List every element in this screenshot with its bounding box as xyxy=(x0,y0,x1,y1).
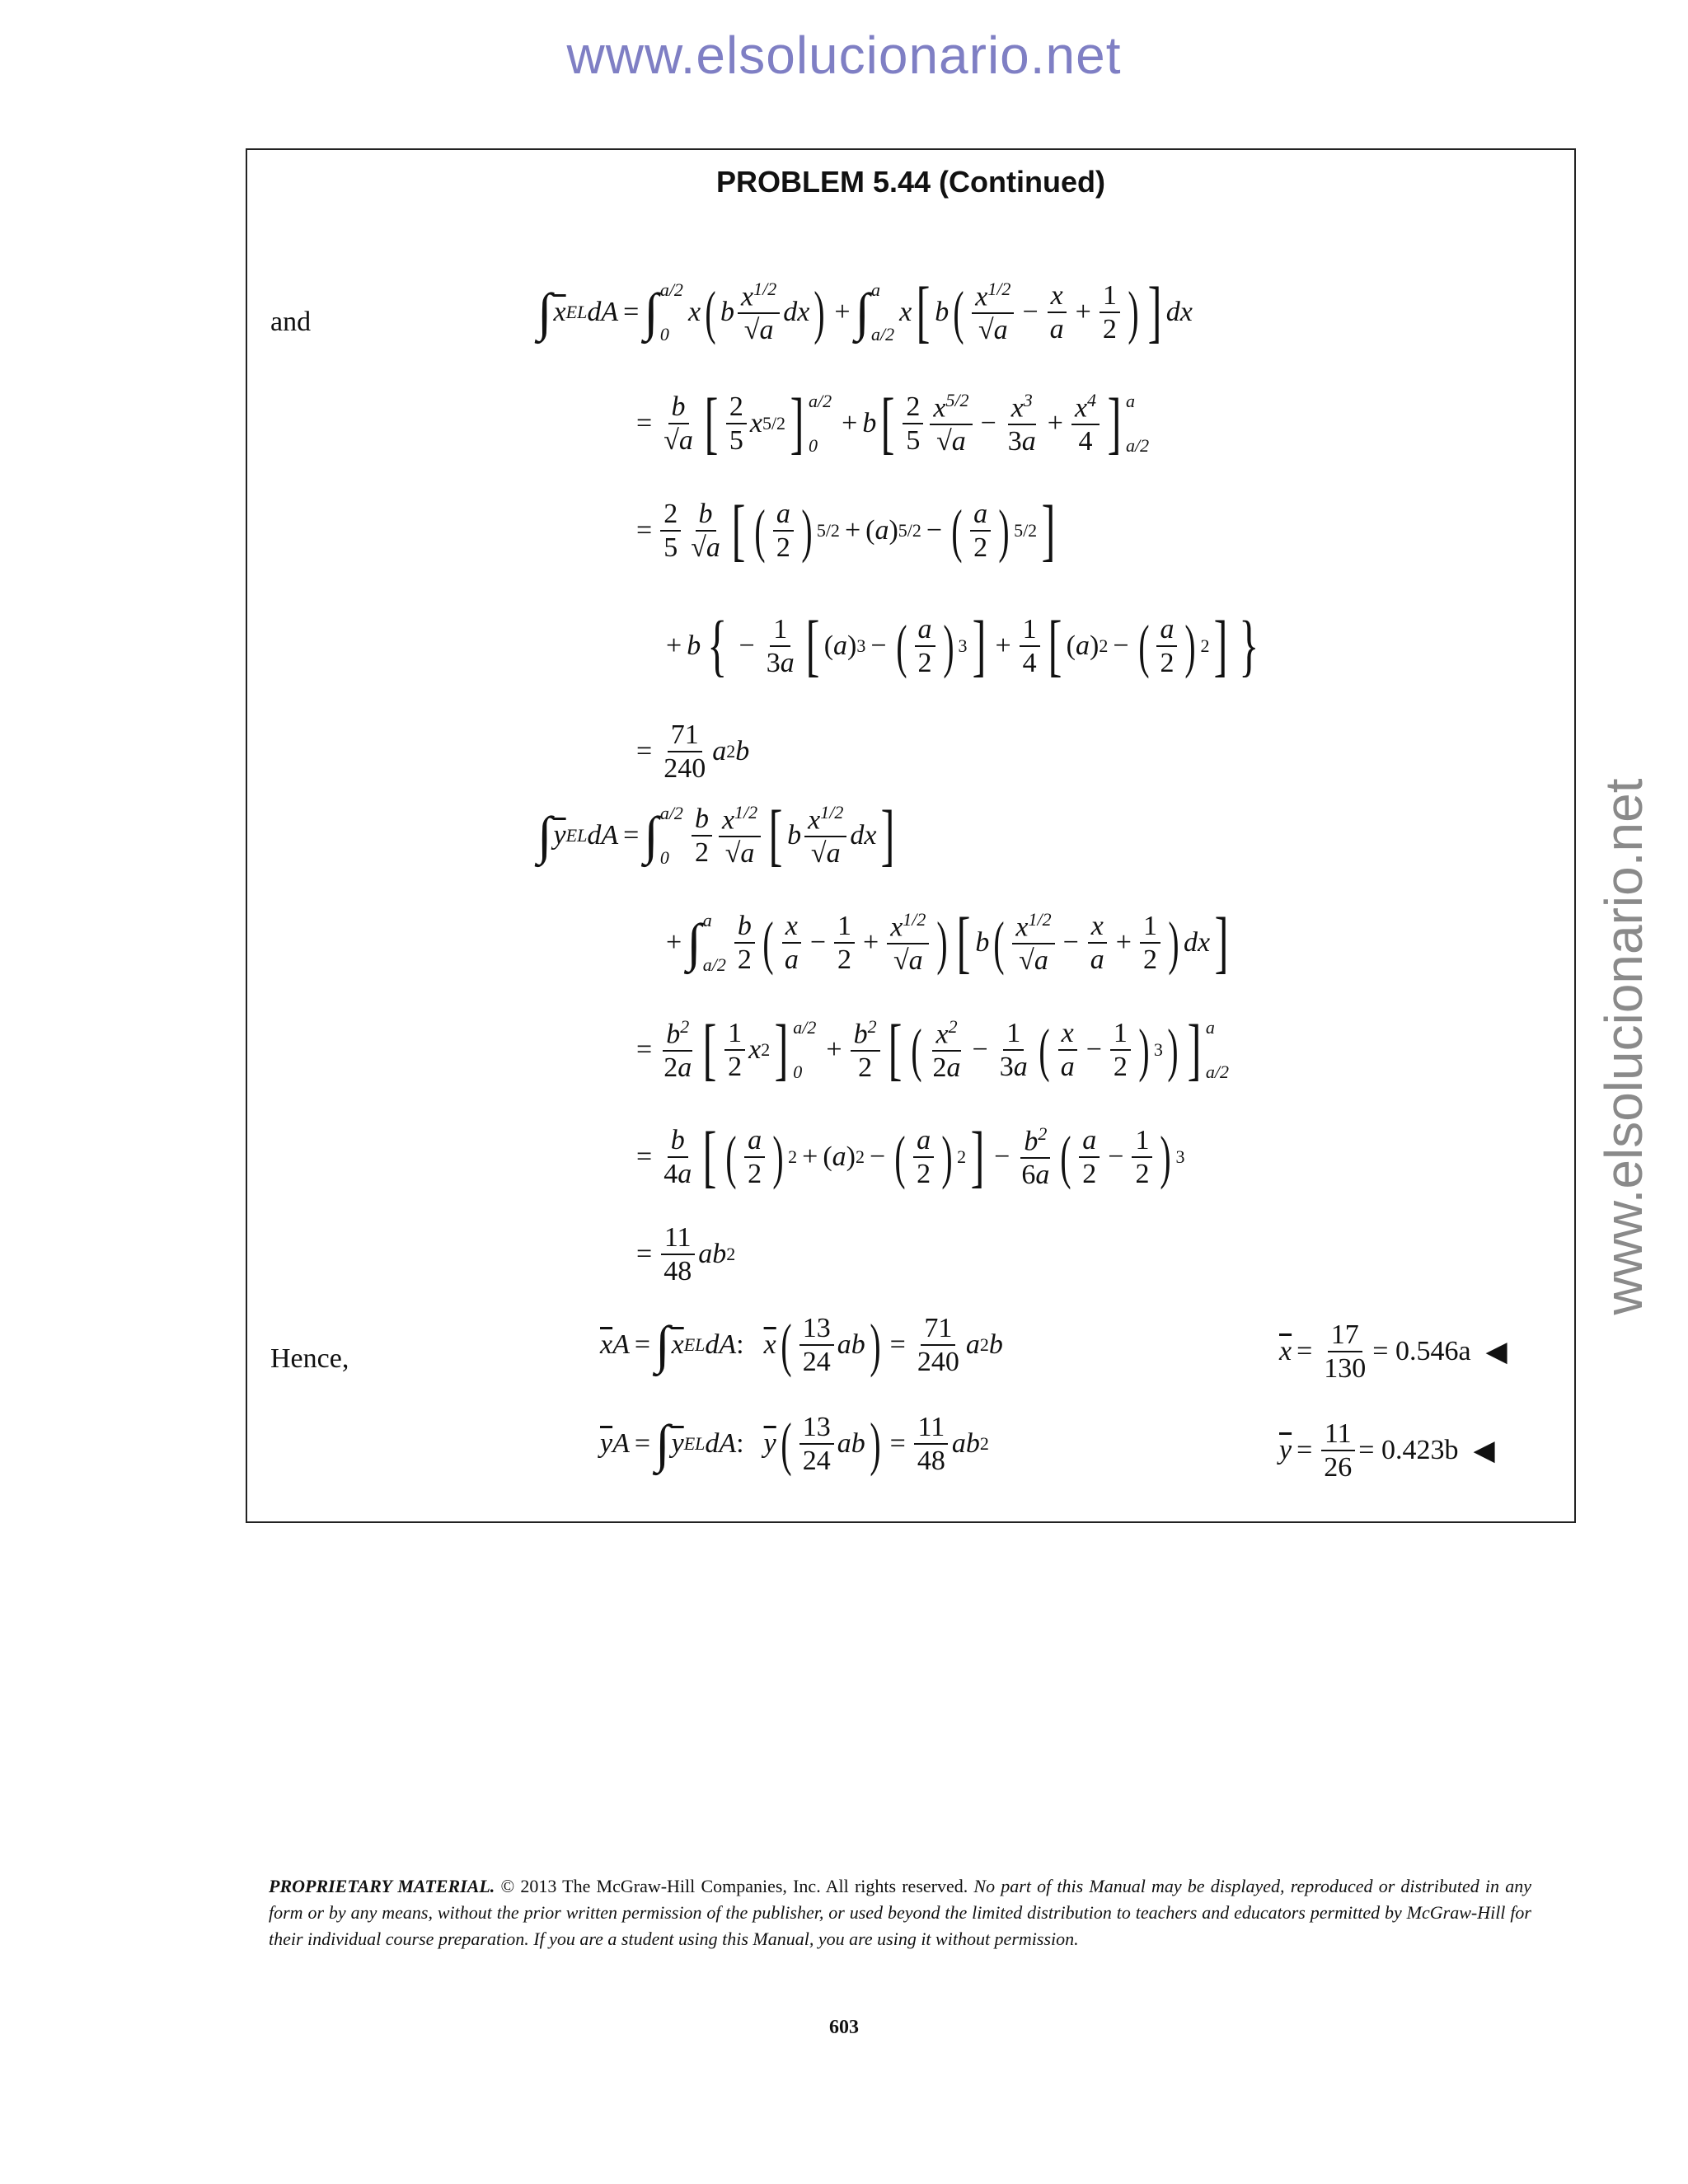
equation-step-4: + b { − $\frac{1}{3a}$ [ ( a ) 3 − ( $\frac{a}{2}$ ) 3 ] + $\frac{1}{4}$ [ ( a ) 2 − ( $\frac{a}{2}$ ) 2 ] } xyxy=(666,607,1259,684)
answer-y: $\overline{y}$ = $\frac{11}{26}$ = 0.423b ◀ xyxy=(1279,1418,1495,1483)
equation-result-yel: = $\frac{11}{48}$ ab 2 xyxy=(636,1222,736,1287)
equation-yel-integral: ∫ $\overline{y}$ EL dA = ∫ a/2 0 $\frac{b}{2}$ $\frac{x^{1/2}}{√a}$ [ b $\frac{x^{1/2}}{√a}$ dx ] xyxy=(537,797,895,874)
problem-title: PROBLEM 5.44 (Continued) xyxy=(715,165,1105,199)
answer-x: $\overline{x}$ = $\frac{17}{130}$ = 0.546a ◀ xyxy=(1279,1319,1507,1385)
problem-box xyxy=(246,148,1576,1523)
answer-y-value: = 0.423b xyxy=(1358,1435,1459,1466)
footer-italic: No part of this Manual may be displayed, reproduced or distributed in any form or by any means, without the prior written permission of the publisher, or used beyond the limited distribution to teachers and educators permitted by McGraw-Hill for their individual course preparation. If you are a student using this Manual, you are using it without permission. xyxy=(269,1876,1531,1949)
watermark-side: www.elsolucionario.net xyxy=(1594,778,1653,1315)
equation-step-8: = $\frac{b^2}{2a}$ [ $\frac{1}{2}$ x 2 ] a/2 0 + $\frac{b^2}{2}$ [ ( $\frac{x^2}{2a}$ − $\frac{1}{3a}$ ( $\frac{x}{a}$ − $\frac{1}{2}$ ) 3 ) ] a a/2 xyxy=(636,1011,1229,1088)
label-hence: Hence, xyxy=(270,1343,349,1374)
equation-result-xel: = $\frac{71}{240}$ a 2 b xyxy=(636,719,750,785)
equation-step-7: + ∫ a a/2 $\frac{b}{2}$ ( $\frac{x}{a}$ − $\frac{1}{2}$ + $\frac{x^{1/2}}{√a}$ ) [ b ( $\frac{x^{1/2}}{√a}$ − $\frac{x}{a}$ + $\frac{1}{2}$ ) dx ] xyxy=(666,904,1229,981)
equation-step-9: = $\frac{b}{4a}$ [ ( $\frac{a}{2}$ ) 2 + ( a ) 2 − ( $\frac{a}{2}$ ) 2 ] − $\frac{b^2}{6a}$ ( $\frac{a}{2}$ − $\frac{1}{2}$ ) 3 xyxy=(636,1118,1185,1195)
answer-marker-icon: ◀ xyxy=(1485,1337,1507,1368)
equation-step-2: = $\frac{b}{√a}$ [ $\frac{2}{5}$ x 5/2 ] a/2 0 + b [ $\frac{2}{5}$ $\frac{x^{5/2}}{√a}$ − $\frac{x^3}{3a}$ + $\frac{x^4}{4}$ ] a a/2 xyxy=(636,385,1150,462)
answer-x-value: = 0.546a xyxy=(1372,1336,1471,1367)
footer-copyright xyxy=(269,1873,1531,1952)
equation-x-centroid: $\overline{x}$ A = ∫ $\overline{x}$ EL dA : $\overline{x}$ ( $\frac{13}{24}$ ab ) = $\frac{71}{240}$ a 2 b xyxy=(600,1312,1003,1379)
answer-marker-icon: ◀ xyxy=(1473,1436,1495,1467)
page-number: 603 xyxy=(829,2017,859,2038)
label-and: and xyxy=(270,307,312,337)
equation-y-centroid: $\overline{y}$ A = ∫ $\overline{y}$ EL dA : $\overline{y}$ ( $\frac{13}{24}$ ab ) = $\frac{11}{48}$ ab 2 xyxy=(600,1411,989,1478)
watermark-top: www.elsolucionario.net xyxy=(566,26,1122,85)
equation-step-3: = $\frac{2}{5}$ $\frac{b}{√a}$ [ ( $\frac{a}{2}$ ) 5/2 + ( a ) 5/2 − ( $\frac{a}{2}$ ) 5/2 ] xyxy=(636,492,1056,569)
footer-bold: PROPRIETARY MATERIAL. xyxy=(269,1876,495,1896)
equation-xel-integral: ∫ $\overline{x}$ EL dA = ∫ a/2 0 x ( b $\frac{x^{1/2}}{√a}$ dx ) + ∫ a a/2 x [ b ( $\frac{x^{1/2}}{√a}$ − $\frac{x}{a}$ + $\frac{1}{2}$ ) ] dx xyxy=(537,274,1193,350)
footer-normal: © 2013 The McGraw-Hill Companies, Inc. All rights reserved. xyxy=(495,1876,974,1896)
